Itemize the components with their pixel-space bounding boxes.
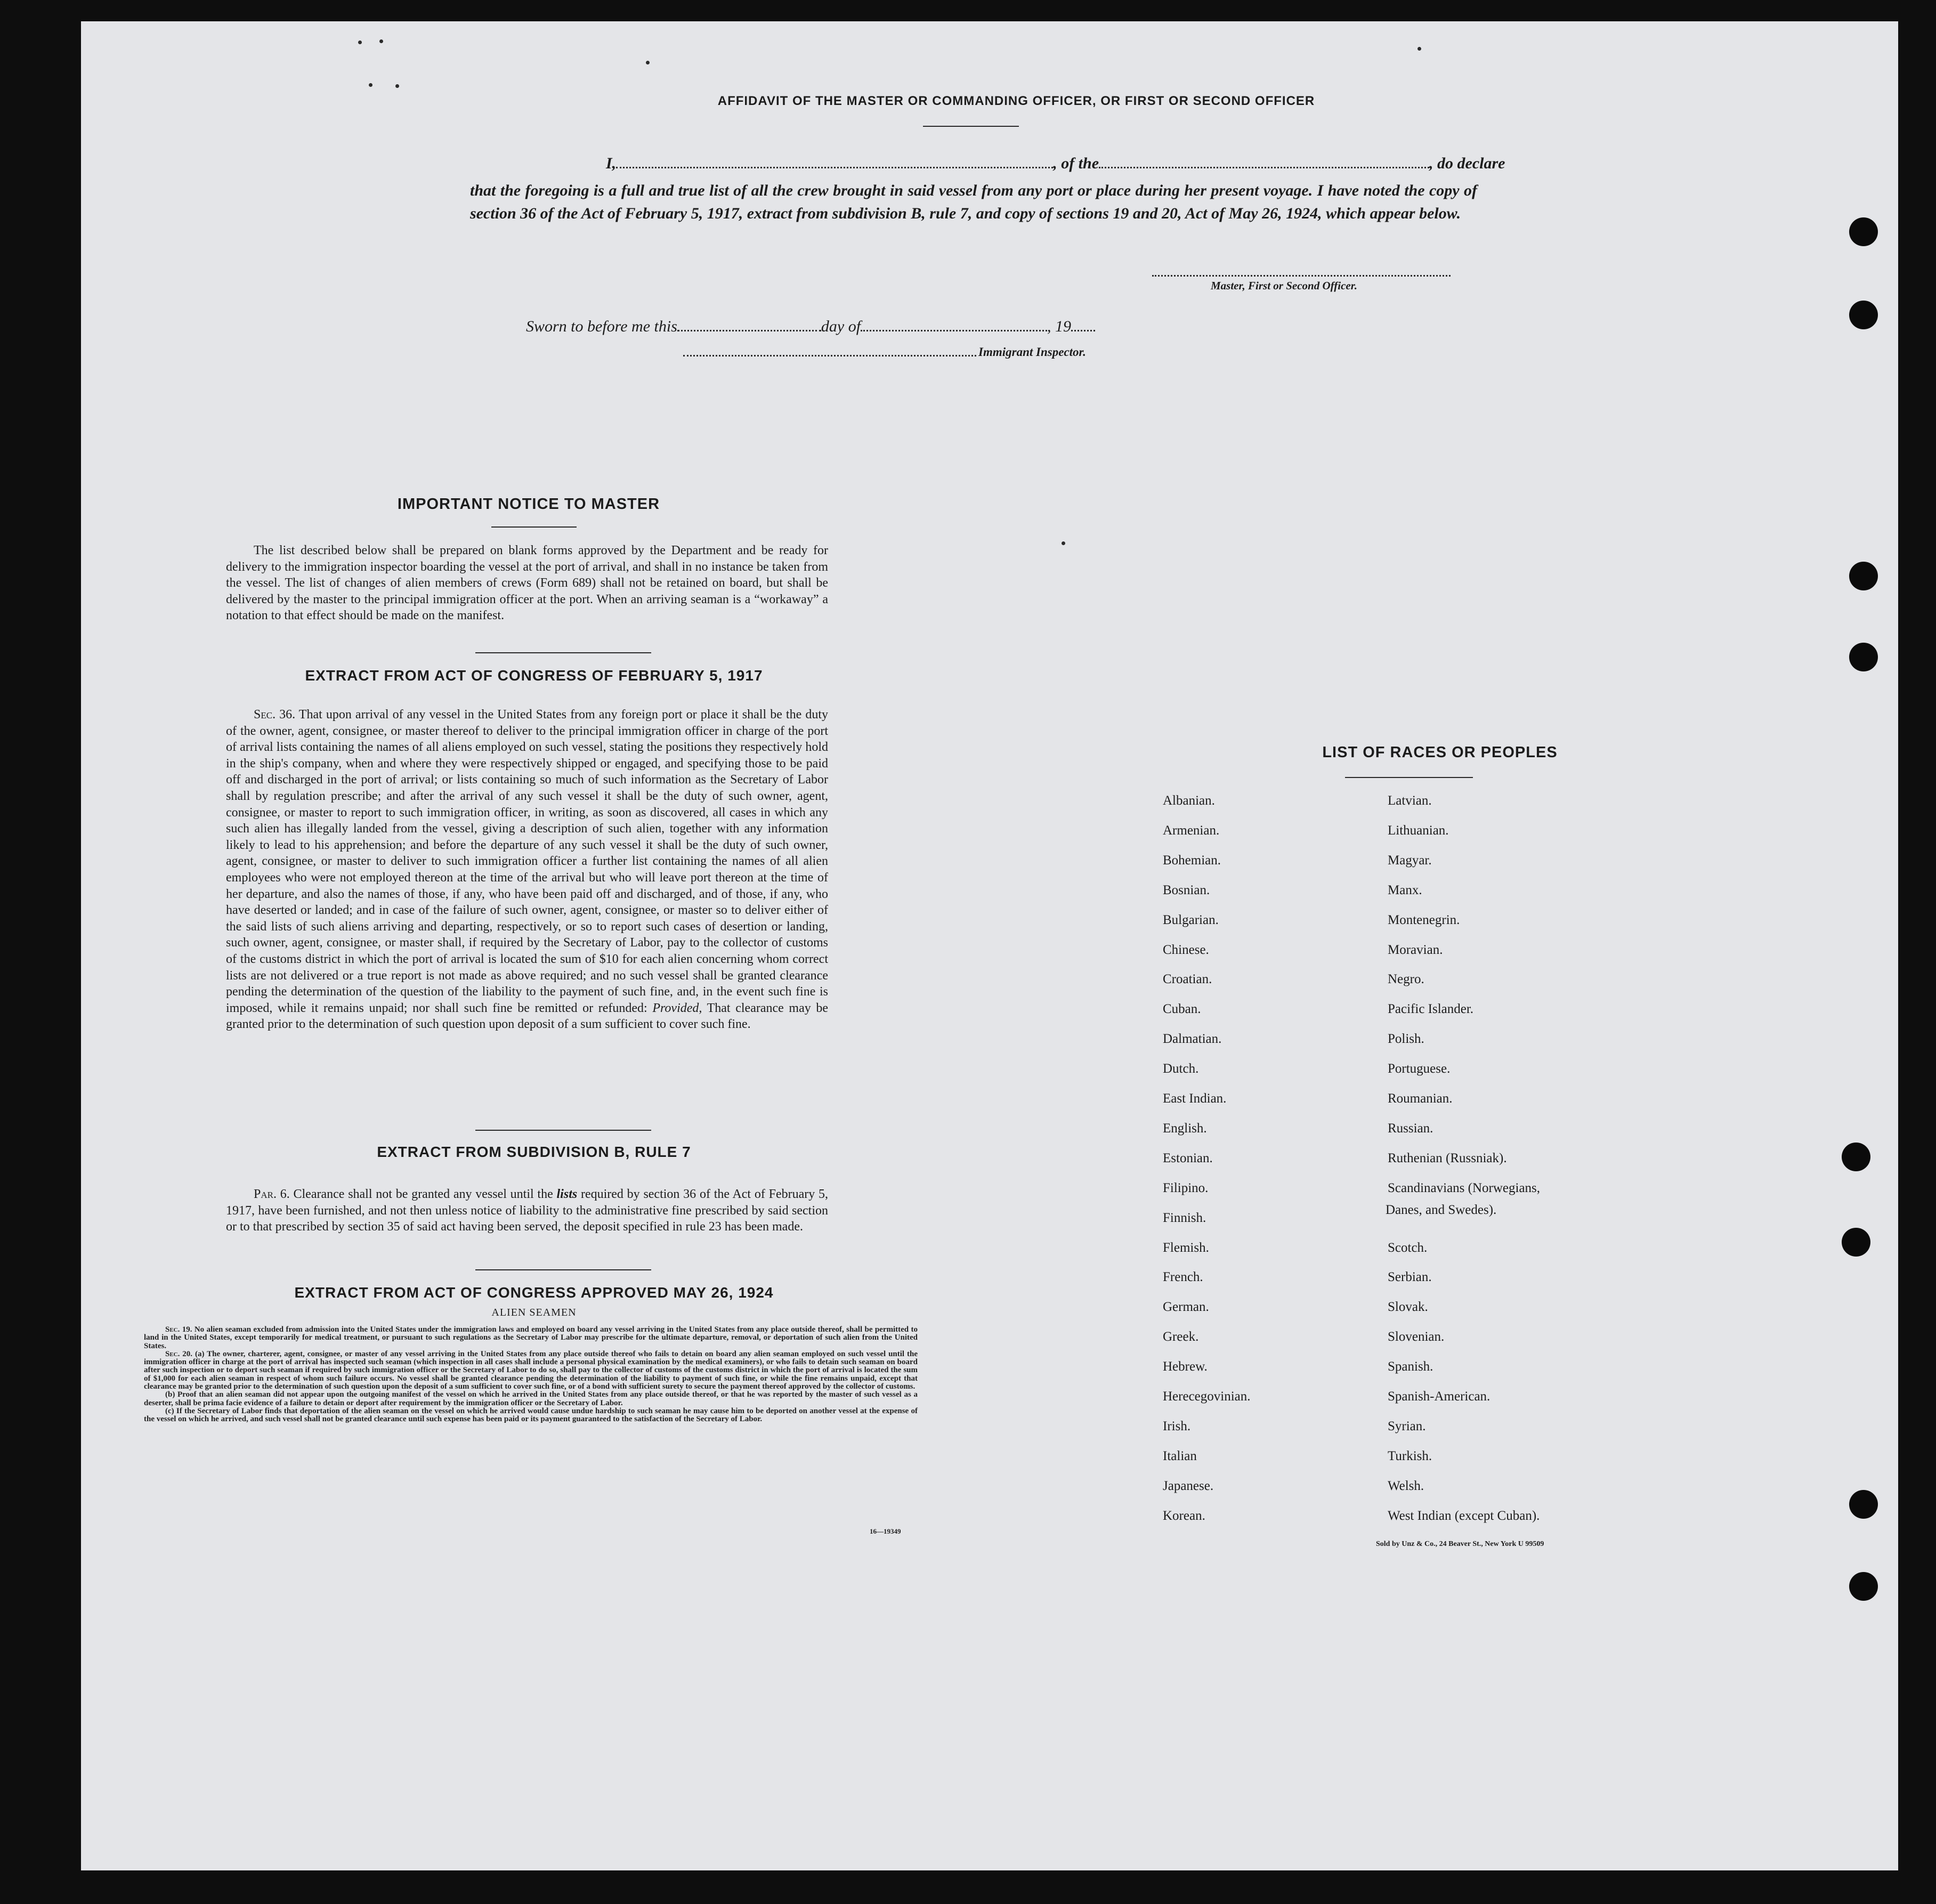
race-item: Serbian. xyxy=(1388,1270,1432,1285)
vessel-blank[interactable] xyxy=(1099,164,1429,168)
race-item: Albanian. xyxy=(1163,793,1215,808)
inspector-label: Immigrant Inspector. xyxy=(978,345,1086,359)
binding-hole xyxy=(1842,1228,1870,1257)
race-item: English. xyxy=(1163,1121,1207,1136)
race-item: Scotch. xyxy=(1388,1240,1428,1255)
race-item: Japanese. xyxy=(1163,1478,1214,1493)
sworn-text: Sworn to before me this xyxy=(526,318,677,335)
race-item: Armenian. xyxy=(1163,823,1220,838)
race-item: Slovak. xyxy=(1388,1300,1428,1315)
race-item: Lithuanian. xyxy=(1388,823,1449,838)
race-item: Roumanian. xyxy=(1388,1091,1453,1106)
sec-36-text-end: That clearance may be granted prior to the determination of such question upon deposit of a sum sufficient to cover such fine. xyxy=(226,1001,829,1032)
alien-seamen-subtitle: ALIEN SEAMEN xyxy=(491,1307,577,1318)
binding-hole xyxy=(1849,1572,1878,1601)
speck xyxy=(369,83,372,87)
sworn-year: , 19 xyxy=(1047,318,1072,335)
race-item: Spanish-American. xyxy=(1388,1389,1491,1404)
race-item: Flemish. xyxy=(1163,1240,1209,1255)
race-item: Polish. xyxy=(1388,1032,1424,1047)
sworn-month-blank[interactable] xyxy=(861,327,1047,331)
extract-1917-title: EXTRACT FROM ACT OF CONGRESS OF FEBRUARY 5, 1917 xyxy=(305,667,763,684)
speck xyxy=(379,39,383,43)
sec-19-label: Sec. 19. xyxy=(165,1325,192,1334)
speck xyxy=(1417,47,1421,51)
race-item: Latvian. xyxy=(1388,793,1432,808)
race-item: Scandinavians (Norwegians, xyxy=(1388,1180,1541,1195)
race-item: Turkish. xyxy=(1388,1448,1432,1463)
sworn-date-blank[interactable] xyxy=(677,327,821,331)
lists-word: lists xyxy=(556,1187,578,1201)
race-item: German. xyxy=(1163,1300,1209,1315)
races-title: LIST OF RACES OR PEOPLES xyxy=(1322,744,1558,761)
race-item: Filipino. xyxy=(1163,1180,1209,1195)
affidavit-title-rule xyxy=(923,126,1019,127)
race-item: Spanish. xyxy=(1388,1359,1433,1374)
provided-word: Provided, xyxy=(652,1001,702,1015)
race-item: Ruthenian (Russniak). xyxy=(1388,1150,1507,1165)
binding-hole xyxy=(1842,1143,1870,1171)
sec-36-text: That upon arrival of any vessel in the United States from any foreign port or place it shall be the duty of the owner, agent, consignee, or master thereof to deliver to the principal immigration officer in charge of the port of arrival lists containing the names of all aliens employed on such vessel, stating the positions they respectively hold in the ship's company, when and where they were respectively shipped or engaged, and specifying those to be paid off and discharged in the port of arrival; or lists containing so much of such information as the Secretary of Labor shall by regulation prescribe; and after the arrival of any such vessel it shall be the duty of such owner, agent, consignee, or master to report to such immigration officer, in writing, as soon as discovered, all cases in which any such alien has illegally landed from the vessel, giving a description of such alien, together with any information likely to lead to his apprehension; and before the departure of any such vessel it shall be the duty of such owner, agent, consignee, or master to deliver to such immigration officer a further list containing the names of all alien employees who were not employed thereon at the time of the arrival but who will leave port thereon at the time of her departure, and also the names of those, if any, who have been paid off and discharged, and of those, if any, who have deserted or landed; and in case of the failure of such owner, agent, consignee, or master so to deliver either of the said lists of such aliens arriving and departing, respectively, or so to report such cases of desertion or landing, such owner, agent, consignee, or master shall, if required by the Secretary of Labor, pay to the collector of customs of the customs district in which the port of arrival is located the sum of $10 for each alien concerning whom correct lists are not delivered or a true report is not made as above required; and no such vessel shall be granted clearance pending the determination of the question of the liability to the payment of such fine, and, in the event such fine is imposed, while it remains unpaid; nor shall such fine be remitted or refunded: xyxy=(226,708,828,1015)
race-item: Herecegovinian. xyxy=(1163,1389,1251,1404)
sworn-day: day of xyxy=(821,318,861,335)
race-item: Welsh. xyxy=(1388,1478,1424,1493)
binding-hole xyxy=(1849,562,1878,590)
sec-20-b-text: (b) Proof that an alien seaman did not appear upon the outgoing manifest of the vessel on which he arrived in the United States from any place outside thereof, or that he was reported by the master of such vessel as a deserter, shall be prima facie evidence of a failure to detain or deport after requirement by the immigration officer or the Secretary of Labor. xyxy=(144,1390,918,1407)
sec-20-label: Sec. 20. xyxy=(165,1349,193,1358)
sec-19-text: No alien seaman excluded from admission into the United States under the immigration laws and employed on board any vessel arriving in the United States from any place outside thereof, shall be permitted to land in the United States, except temporarily for medical treatment, or pursuant to such regulations as the Secretary of Labor may prescribe for the ultimate departure, removal, or deportation of such alien from the United States. xyxy=(144,1325,918,1350)
race-item: Greek. xyxy=(1163,1330,1199,1344)
speck xyxy=(646,61,650,64)
sworn-year-blank[interactable] xyxy=(1071,327,1095,331)
race-item: French. xyxy=(1163,1270,1203,1285)
race-item: Croatian. xyxy=(1163,972,1212,987)
race-item: Finnish. xyxy=(1163,1210,1206,1225)
race-item: Chinese. xyxy=(1163,942,1209,957)
race-item: Slovenian. xyxy=(1388,1330,1445,1344)
sec-20-c-text: (c) If the Secretary of Labor finds that deportation of the alien seaman on the vessel on which he arrived would cause undue hardship to such seaman he may cause him to be deported on another vessel at the expense of the vessel on which he arrived, and such vessel shall not be granted clearance until such expense has been paid or its payment guaranteed to the satisfaction of the Secretary of Labor. xyxy=(144,1406,918,1424)
affidavit-line1 xyxy=(523,155,1562,173)
race-item: Korean. xyxy=(1163,1508,1205,1523)
form-number: 16—19349 xyxy=(870,1527,901,1535)
race-item: Moravian. xyxy=(1388,942,1443,957)
race-item: Dalmatian. xyxy=(1163,1032,1222,1047)
race-item: Estonian. xyxy=(1163,1150,1213,1165)
race-item: Hebrew. xyxy=(1163,1359,1208,1374)
notice-text: The list described below shall be prepared on blank forms approved by the Department and be ready for delivery to the immigration inspector boarding the vessel at the port of arrival, and shall in no instance be taken from the vessel. The list of changes of alien members of crews (Form 689) shall not be retained on board, but shall be delivered by the master to the principal immigration officer at the port. When an arriving seaman is a “workaway” a notation to that effect should be made on the manifest. xyxy=(226,544,828,623)
speck xyxy=(1062,541,1065,545)
race-item: Italian xyxy=(1163,1448,1197,1463)
race-item: Manx. xyxy=(1388,882,1422,897)
race-item: Magyar. xyxy=(1388,853,1432,868)
master-signature-blank[interactable] xyxy=(1152,272,1451,277)
speck xyxy=(395,84,399,88)
race-item: Irish. xyxy=(1163,1419,1191,1433)
rule7-text-b: required by section 36 of the Act of February 5, 1917, have been furnished, and not then unless notice of liability to the administrative fine prescribed by said section or to that prescribed by section 35 of said act having been served, the deposit specified in rule 23 has been made. xyxy=(226,1187,829,1234)
speck xyxy=(358,40,362,44)
sec-20-a-text: (a) The owner, charterer, agent, consignee, or master of any vessel arriving in the United States from any place outside thereof who fails to detain on board any alien seaman employed on such vessel until the immigration officer in charge at the port of arrival has inspected such seaman (which inspection in all cases shall include a personal physical examination by the medical examiners), or who fails to detain such seaman on board after such inspection or to deport such seaman if required by such immigration officer or the Secretary of Labor to do so, shall pay to the collector of customs of the customs district in which the port of arrival is located the sum of $1,000 for each alien seaman in respect of whom such failure occurs. No vessel shall be granted clearance pending the determination of the liability to payment of such fine, or while the fine remains unpaid, except that clearance may be granted prior to the determination of such question upon the deposit of a sum sufficient to cover such fine, or of a bond with sufficient surety to secure the payment thereof approved by the collector of customs. xyxy=(144,1349,918,1391)
extract-rule7-body xyxy=(226,1186,828,1235)
race-item: Bulgarian. xyxy=(1163,912,1219,927)
race-item: Montenegrin. xyxy=(1388,912,1460,927)
race-item: Russian. xyxy=(1388,1121,1433,1136)
binding-hole xyxy=(1849,1490,1878,1519)
race-item: Pacific Islander. xyxy=(1388,1002,1474,1017)
sec-36-label: Sec. 36. xyxy=(254,708,296,722)
seller-note: Sold by Unz & Co., 24 Beaver St., New York U 99509 xyxy=(1376,1540,1544,1548)
extract-1917-body xyxy=(226,707,828,1033)
notice-body xyxy=(226,542,828,624)
extract-1924-title: EXTRACT FROM ACT OF CONGRESS APPROVED MAY 26, 1924 xyxy=(294,1284,774,1301)
sworn-line xyxy=(526,318,1272,336)
binding-hole xyxy=(1849,301,1878,329)
race-item: Bohemian. xyxy=(1163,853,1221,868)
notice-rule xyxy=(491,526,577,528)
master-signature-label: Master, First or Second Officer. xyxy=(1211,279,1357,292)
affidavit-body: that the foregoing is a full and true list of all the crew brought in said vessel from any port or place during her present voyage. I have noted the copy of section 36 of the Act of February 5, 1917, extract from subdivision B, rule 7, and copy of sections 19 and 20, Act of May 26, 1924, which appear below. xyxy=(470,182,1477,222)
race-item: East Indian. xyxy=(1163,1091,1227,1106)
affidavit-declare: , do declare xyxy=(1429,155,1505,172)
affidavit-of-the: , of the xyxy=(1053,155,1099,172)
par-6-label: Par. 6. xyxy=(254,1187,290,1201)
binding-hole xyxy=(1849,217,1878,246)
extract-rule7-end-rule xyxy=(475,1269,651,1270)
race-item: Cuban. xyxy=(1163,1002,1201,1017)
races-title-rule xyxy=(1345,777,1473,778)
race-item: Syrian. xyxy=(1388,1419,1426,1433)
notice-end-rule xyxy=(475,652,651,653)
race-scandinavians-continued: Danes, and Swedes). xyxy=(1386,1203,1497,1217)
extract-rule7-title: EXTRACT FROM SUBDIVISION B, RULE 7 xyxy=(377,1144,691,1160)
race-item: West Indian (except Cuban). xyxy=(1388,1508,1540,1523)
inspector-signature-blank[interactable] xyxy=(683,352,976,357)
notice-title: IMPORTANT NOTICE TO MASTER xyxy=(397,496,660,513)
extract-1917-end-rule xyxy=(475,1130,651,1131)
rule7-text-a: Clearance shall not be granted any vessel until the xyxy=(293,1187,553,1201)
race-item: Dutch. xyxy=(1163,1062,1199,1076)
extract-1924-body xyxy=(144,1326,918,1424)
binding-hole xyxy=(1849,643,1878,671)
race-item: Portuguese. xyxy=(1388,1062,1451,1076)
race-item: Negro. xyxy=(1388,972,1424,987)
document-sheet xyxy=(81,21,1898,1870)
affidavit-title: AFFIDAVIT OF THE MASTER OR COMMANDING OFFICER, OR FIRST OR SECOND OFFICER xyxy=(717,94,1315,108)
affidavit-i: I, xyxy=(606,155,617,172)
race-item: Bosnian. xyxy=(1163,882,1210,897)
name-blank[interactable] xyxy=(616,164,1053,168)
